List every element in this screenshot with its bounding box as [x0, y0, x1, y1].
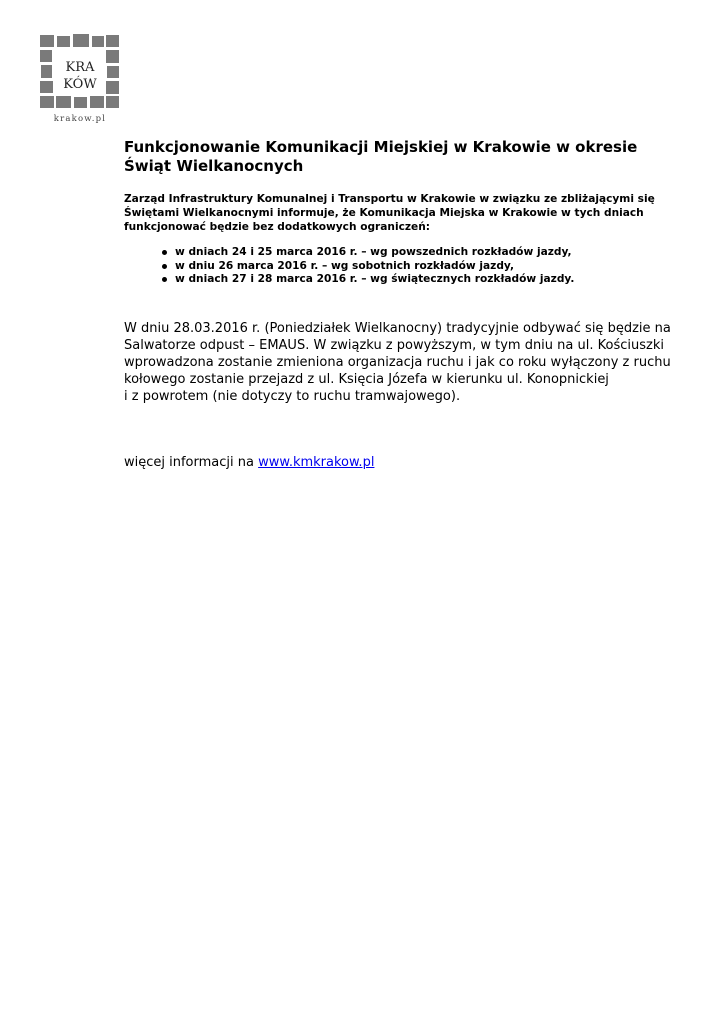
list-item: [161, 260, 704, 274]
more-info-link[interactable]: www.kmkrakow.pl: [258, 454, 375, 470]
list-item: [161, 246, 704, 260]
list-item-text: w dniach 27 i 28 marca 2016 r. – wg świątecznych rozkładów jazdy.: [175, 273, 575, 286]
more-info-label: więcej informacji na: [124, 454, 259, 470]
more-info-line: [124, 454, 704, 471]
schedule-list: [124, 246, 704, 287]
document-title: Funkcjonowanie Komunikacji Miejskiej w Krakowie w okresie Świąt Wielkanocnych: [124, 138, 638, 175]
logo-text-line1: KRA: [65, 60, 95, 75]
list-item-text: w dniach 24 i 25 marca 2016 r. – wg powszednich rozkładów jazdy,: [175, 246, 572, 259]
bullet-icon: [162, 264, 167, 269]
list-item-text: w dniu 26 marca 2016 r. – wg sobotnich rozkładów jazdy,: [175, 259, 515, 272]
list-item: [161, 273, 704, 287]
intro-paragraph: Zarząd Infrastruktury Komunalnej i Transportu w Krakowie w związku ze zbliżającymi się Świętami Wielkanocnymi informuje, że Komunikacja Miejska w Krakowie w tych dniach funkcjonować będzie bez dodatkowych ograniczeń:: [124, 193, 655, 233]
document-content: [124, 138, 704, 471]
krakow-logo-graphic: [38, 33, 122, 125]
body-paragraph: W dniu 28.03.2016 r. (Poniedziałek Wielkanocny) tradycyjnie odbywać się będzie na Salwatorze odpust – EMAUS. W związku z powyższym, w tym dniu na ul. Kościuszki wprowadzona zostanie zmieniona organizacja ruchu i jak co roku wyłączony z ruchu kołowego zostanie przejazd z ul. Księcia Józefa w kierunku ul. Konopnickiej i z powrotem (nie dotyczy to ruchu tramwajowego).: [124, 320, 671, 404]
logo-caption: krakow.pl: [53, 114, 107, 124]
krakow-logo: [38, 33, 122, 125]
logo-text-line2: KÓW: [63, 77, 97, 92]
bullet-icon: [162, 250, 167, 255]
bullet-icon: [162, 277, 167, 282]
